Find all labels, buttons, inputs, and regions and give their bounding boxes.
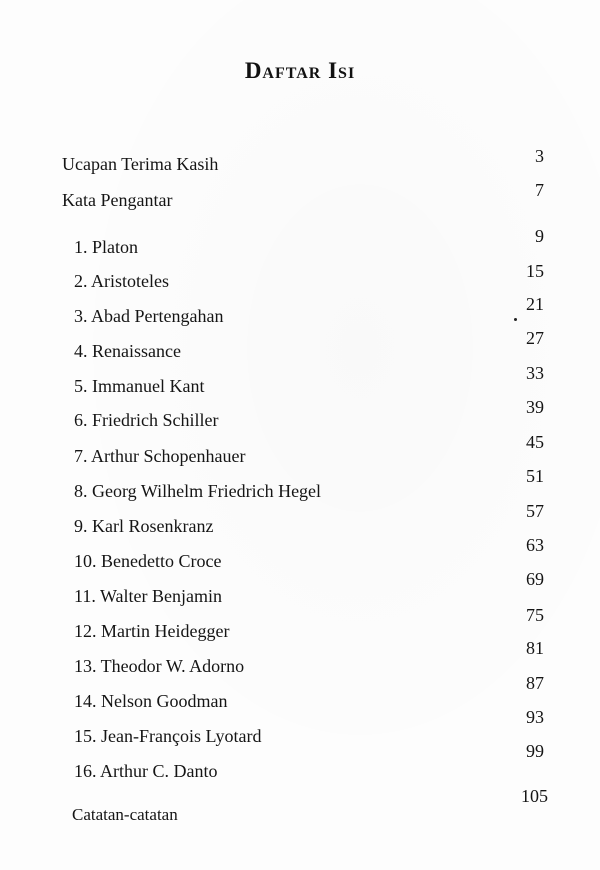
toc-entry-chapter-5: 5. Immanuel Kant [74,376,205,396]
toc-entry-catatan: Catatan-catatan [72,805,178,824]
toc-entry-chapter-15: 15. Jean-François Lyotard [74,726,262,746]
toc-entry-chapter-1: 1. Platon [74,237,139,257]
toc-entry-chapter-13: 13. Theodor W. Adorno [74,656,245,676]
toc-page-chapter-1: 9 [535,226,544,246]
toc-page-ucapan: 3 [535,146,544,166]
toc-entry-chapter-12: 12. Martin Heidegger [74,621,230,641]
toc-page-chapter-14: 87 [526,673,544,693]
toc-entry-chapter-3: 3. Abad Pertengahan [74,306,224,326]
print-speck [514,318,517,321]
toc-page-chapter-7: 45 [526,432,544,452]
toc-entry-chapter-6: 6. Friedrich Schiller [74,410,219,430]
toc-page-chapter-8: 51 [526,466,544,486]
toc-page-chapter-11: 69 [526,569,544,589]
toc-page-chapter-6: 39 [526,397,544,417]
page-title: Daftar Isi [244,58,356,83]
toc-entry-chapter-8: 8. Georg Wilhelm Friedrich Hegel [74,481,322,501]
toc-entry-chapter-7: 7. Arthur Schopenhauer [74,446,246,466]
toc-page-catatan: 105 [521,786,548,806]
toc-entry-chapter-11: 11. Walter Benjamin [74,586,223,606]
toc-page-chapter-9: 57 [526,501,544,521]
toc-entry-chapter-4: 4. Renaissance [74,341,181,361]
toc-entry-chapter-14: 14. Nelson Goodman [74,691,228,711]
toc-page-chapter-16: 99 [526,741,544,761]
toc-entry-chapter-2: 2. Aristoteles [74,271,169,291]
toc-page-chapter-15: 93 [526,707,544,727]
toc-entry-ucapan: Ucapan Terima Kasih [62,154,219,174]
toc-entry-chapter-16: 16. Arthur C. Danto [74,761,218,781]
toc-page-chapter-10: 63 [526,535,544,555]
toc-page-chapter-2: 15 [526,261,544,281]
toc-page-chapter-13: 81 [526,638,544,658]
toc-entry-chapter-9: 9. Karl Rosenkranz [74,516,214,536]
toc-entry-kata-pengantar: Kata Pengantar [62,190,173,210]
toc-page-chapter-4: 27 [526,328,544,348]
toc-page-chapter-12: 75 [526,605,544,625]
toc-page-chapter-5: 33 [526,363,544,383]
toc-entry-chapter-10: 10. Benedetto Croce [74,551,222,571]
toc-page-kata-pengantar: 7 [535,180,544,200]
toc-page-chapter-3: 21 [526,294,544,314]
